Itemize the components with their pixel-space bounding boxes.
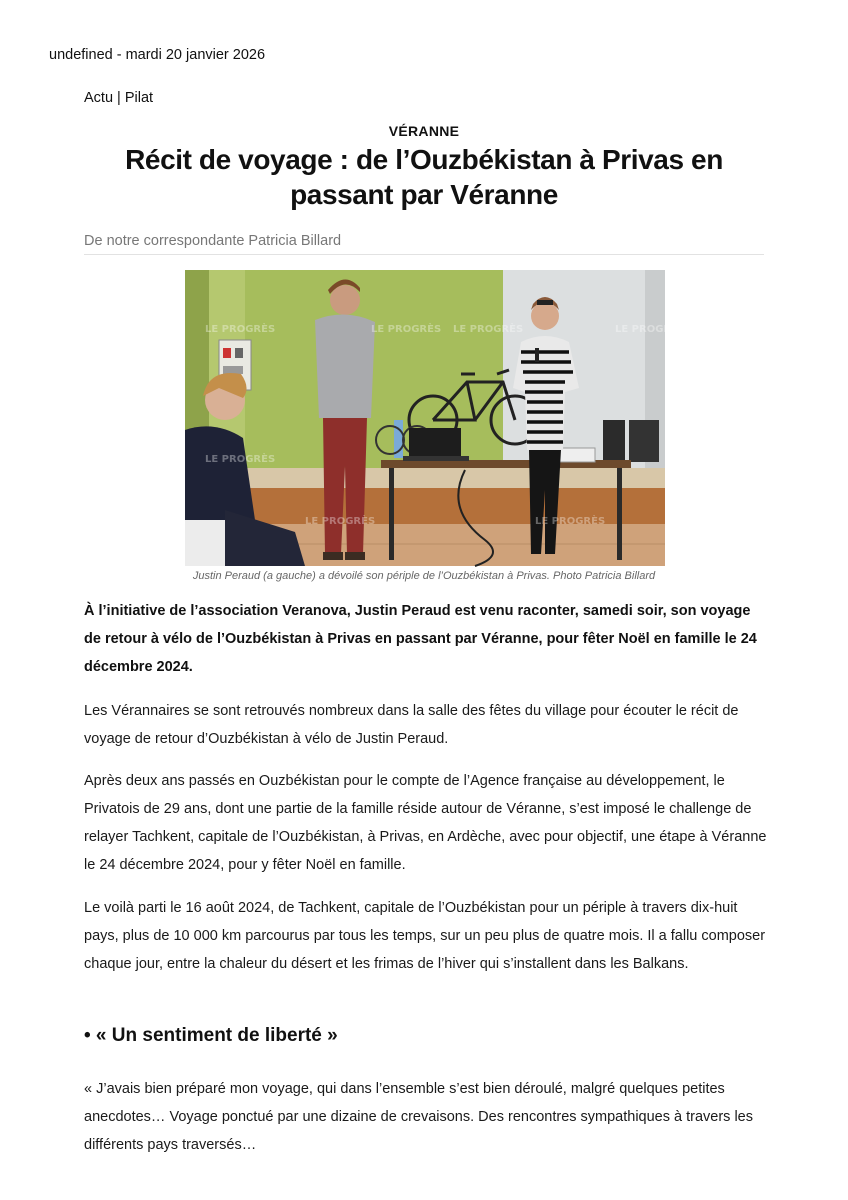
article-paragraph-3: Le voilà parti le 16 août 2024, de Tachkent, capitale de l’Ouzbékistan pour un périple à travers dix-huit pays, plus de 10 000 km parcourus par tous les temps, sur un peu plus de quatre mois. Il a fallu composer chaque jour, entre la chaleur du désert et les frimas de l’hiver qui s’installent dans les Balkans. bbox=[84, 900, 766, 972]
article-byline: De notre correspondante Patricia Billard bbox=[84, 233, 342, 249]
article-photo bbox=[185, 270, 686, 566]
byline-divider bbox=[84, 254, 764, 255]
photo-caption: Justin Peraud (a gauche) a dévoilé son périple de l’Ouzbékistan à Privas. Photo Patricia Billard bbox=[192, 570, 656, 582]
article-lead: À l’initiative de l’association Veranova, Justin Peraud est venu raconter, samedi soir, son voyage de retour à vélo de l’Ouzbékistan à Privas en passant par Véranne, pour fêter Noël en famille le 24 décembre 2024. bbox=[84, 603, 757, 675]
svg-text:LE PROGRÈS: LE PROGRÈS bbox=[453, 324, 524, 335]
article-paragraph-2: Après deux ans passés en Ouzbékistan pour le compte de l’Agence française au développement, le Privatois de 29 ans, dont une partie de la famille réside autour de Véranne, s’est imposé le challenge de relayer Tachkent, capitale de l’Ouzbékistan, à Privas, en Ardèche, avec pour objectif, une étape à Véranne le 24 décembre 2024, pour y fêter Noël en famille. bbox=[84, 773, 767, 873]
page-header-date: undefined - mardi 20 janvier 2026 bbox=[49, 47, 266, 63]
svg-text:LE PROGRÈS: LE PROGRÈS bbox=[305, 516, 376, 527]
article-rubric: Actu | Pilat bbox=[84, 90, 154, 106]
svg-text:LE PROGRÈS: LE PROGRÈS bbox=[205, 324, 276, 335]
svg-text:LE PROGRÈS: LE PROGRÈS bbox=[371, 324, 442, 335]
svg-text:LE PROGRÈS: LE PROGRÈS bbox=[615, 324, 686, 335]
article-quote-paragraph: « J’avais bien préparé mon voyage, qui dans l’ensemble s’est bien déroulé, malgré quelques petites anecdotes… Voyage ponctué par une dizaine de crevaisons. Des rencontres sympathiques à travers les différents pays traversés… bbox=[84, 1081, 753, 1153]
article-title: Récit de voyage : de l’Ouzbékistan à Privas en passant par Véranne bbox=[125, 144, 723, 210]
article-subheading: • « Un sentiment de liberté » bbox=[84, 1025, 338, 1046]
svg-text:LE PROGRÈS: LE PROGRÈS bbox=[535, 516, 606, 527]
article-paragraph-1: Les Vérannaires se sont retrouvés nombreux dans la salle des fêtes du village pour écouter le récit de voyage de retour d’Ouzbékistan à vélo de Justin Peraud. bbox=[84, 703, 739, 747]
article-kicker: VÉRANNE bbox=[388, 123, 460, 139]
svg-text:LE PROGRÈS: LE PROGRÈS bbox=[205, 454, 276, 465]
